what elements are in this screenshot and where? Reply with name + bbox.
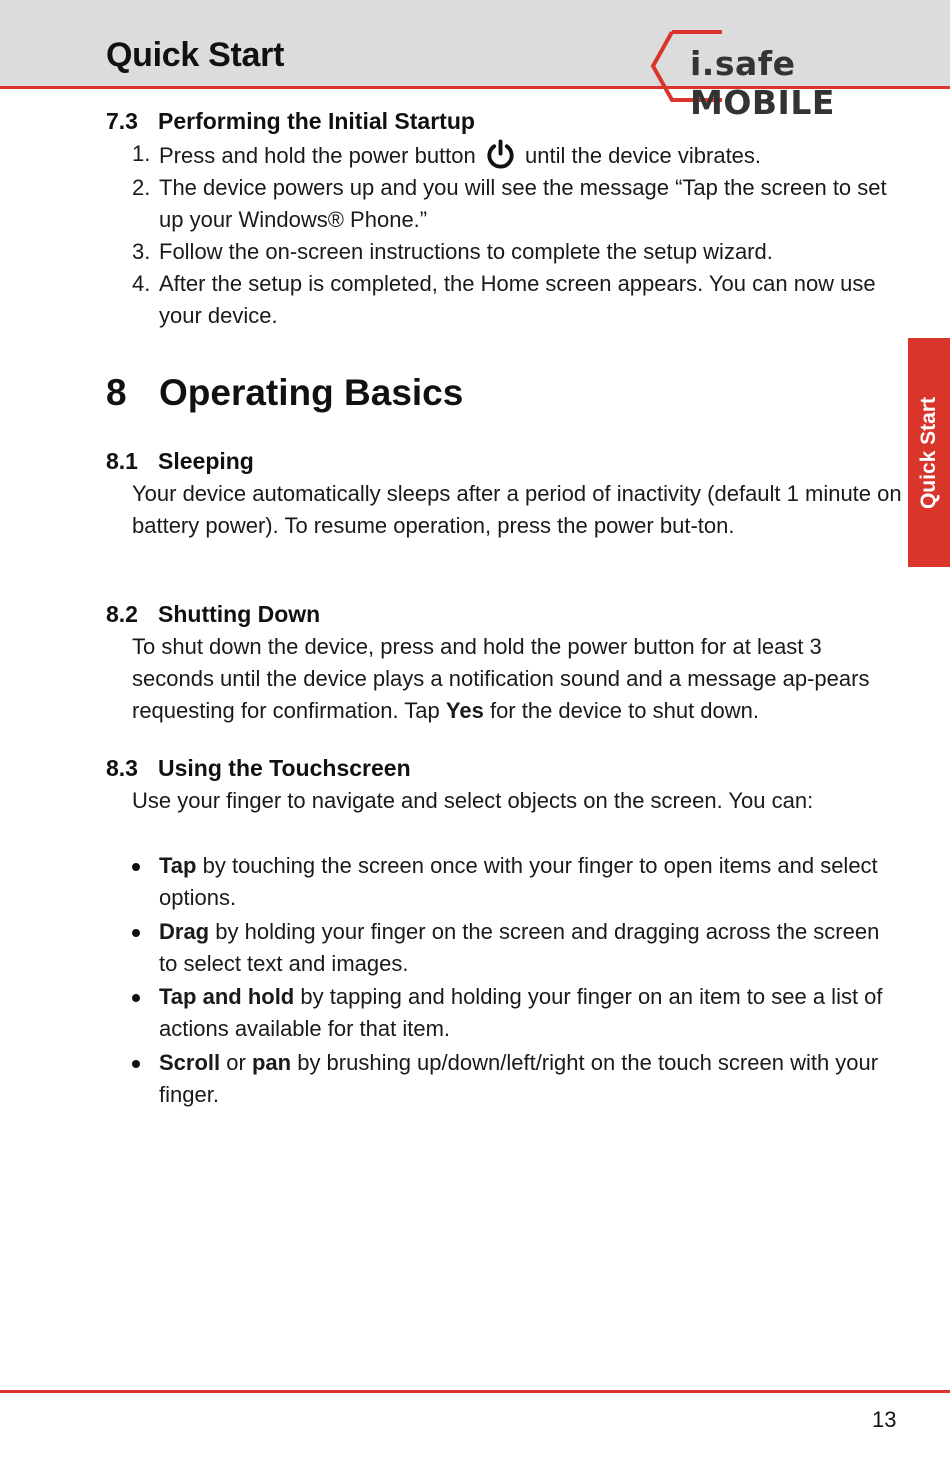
- section-title: Shutting Down: [158, 601, 321, 627]
- term-text: Tap and hold: [159, 984, 295, 1009]
- bullet-icon: [132, 1060, 140, 1068]
- item-text: or: [226, 1049, 246, 1075]
- page-header-title: Quick Start: [106, 36, 285, 74]
- item-text: by brushing up/down/left/right on the touch screen with your finger.: [159, 1049, 879, 1107]
- step-text: After the setup is completed, the Home screen appears. You can now use your device.: [159, 271, 876, 328]
- step-text: The device powers up and you will see the message “Tap the screen to set up your Windows® Phone.”: [159, 175, 887, 232]
- item-text: by holding your finger on the screen and dragging across the screen to select text and images.: [159, 918, 880, 976]
- list-item: [132, 236, 902, 268]
- item-text: by touching the screen once with your finger to open items and select options.: [159, 853, 878, 910]
- section-number: 8.1: [106, 448, 138, 474]
- power-icon: [484, 138, 517, 171]
- emphasis-text: Yes: [445, 698, 484, 723]
- bullet-icon: [132, 929, 140, 937]
- startup-steps-list: [132, 138, 902, 332]
- side-tab: [908, 338, 950, 567]
- section-number: 8.3: [106, 755, 138, 781]
- chapter-title: Operating Basics: [159, 372, 464, 413]
- list-item: [132, 916, 902, 980]
- step-number: 1.: [132, 141, 151, 166]
- list-item: [132, 1047, 902, 1111]
- page-number: 13: [872, 1407, 897, 1432]
- gesture-list: [132, 850, 902, 1112]
- step-text: Press and hold the power button: [159, 143, 476, 168]
- term-text: Scroll: [159, 1049, 221, 1075]
- section-number: 7.3: [106, 108, 138, 134]
- list-item: [132, 138, 902, 172]
- term-text: Drag: [159, 918, 210, 944]
- chapter-heading-8: [106, 372, 463, 414]
- section-paragraph: Use your finger to navigate and select objects on the screen. You can:: [132, 788, 814, 813]
- term-text: Tap: [159, 853, 197, 878]
- list-item: [132, 172, 902, 236]
- section-paragraph: [132, 631, 902, 727]
- step-number: 2.: [132, 175, 151, 200]
- item-text: by tapping and holding your finger on an item to see a list of actions available for that item.: [159, 984, 883, 1041]
- paragraph-text: for the device to shut down.: [489, 698, 760, 723]
- step-text: Follow the on-screen instructions to complete the setup wizard.: [159, 239, 773, 264]
- step-text: until the device vibrates.: [525, 143, 762, 168]
- paragraph-text: To shut down the device, press and hold the power button for at least 3 seconds until the device plays a notification sound and a message ap-pears requesting for confirmation. Tap: [132, 634, 870, 723]
- section-paragraph: Your device automatically sleeps after a period of inactivity (default 1 minute on battery power). To resume operation, press the power but-ton.: [132, 481, 902, 538]
- step-number: 3.: [132, 239, 151, 264]
- section-heading-7-3: [106, 108, 475, 135]
- bullet-icon: [132, 863, 140, 871]
- section-heading-8-2: [106, 601, 320, 628]
- section-number: 8.2: [106, 601, 138, 627]
- brand-logo: i.safe MOBILE: [690, 44, 835, 122]
- section-heading-8-1: [106, 448, 254, 475]
- side-tab-label: Quick Start: [917, 396, 940, 509]
- section-heading-8-3: [106, 755, 411, 782]
- list-item: [132, 268, 902, 332]
- section-title: Using the Touchscreen: [158, 755, 411, 781]
- term-text: pan: [251, 1049, 292, 1075]
- chapter-number: 8: [106, 372, 127, 413]
- bullet-icon: [132, 994, 140, 1002]
- step-number: 4.: [132, 271, 151, 296]
- section-title: Sleeping: [158, 448, 254, 474]
- list-item: [132, 981, 902, 1045]
- list-item: [132, 850, 902, 914]
- section-title: Performing the Initial Startup: [158, 108, 475, 134]
- footer-rule: [0, 1390, 950, 1393]
